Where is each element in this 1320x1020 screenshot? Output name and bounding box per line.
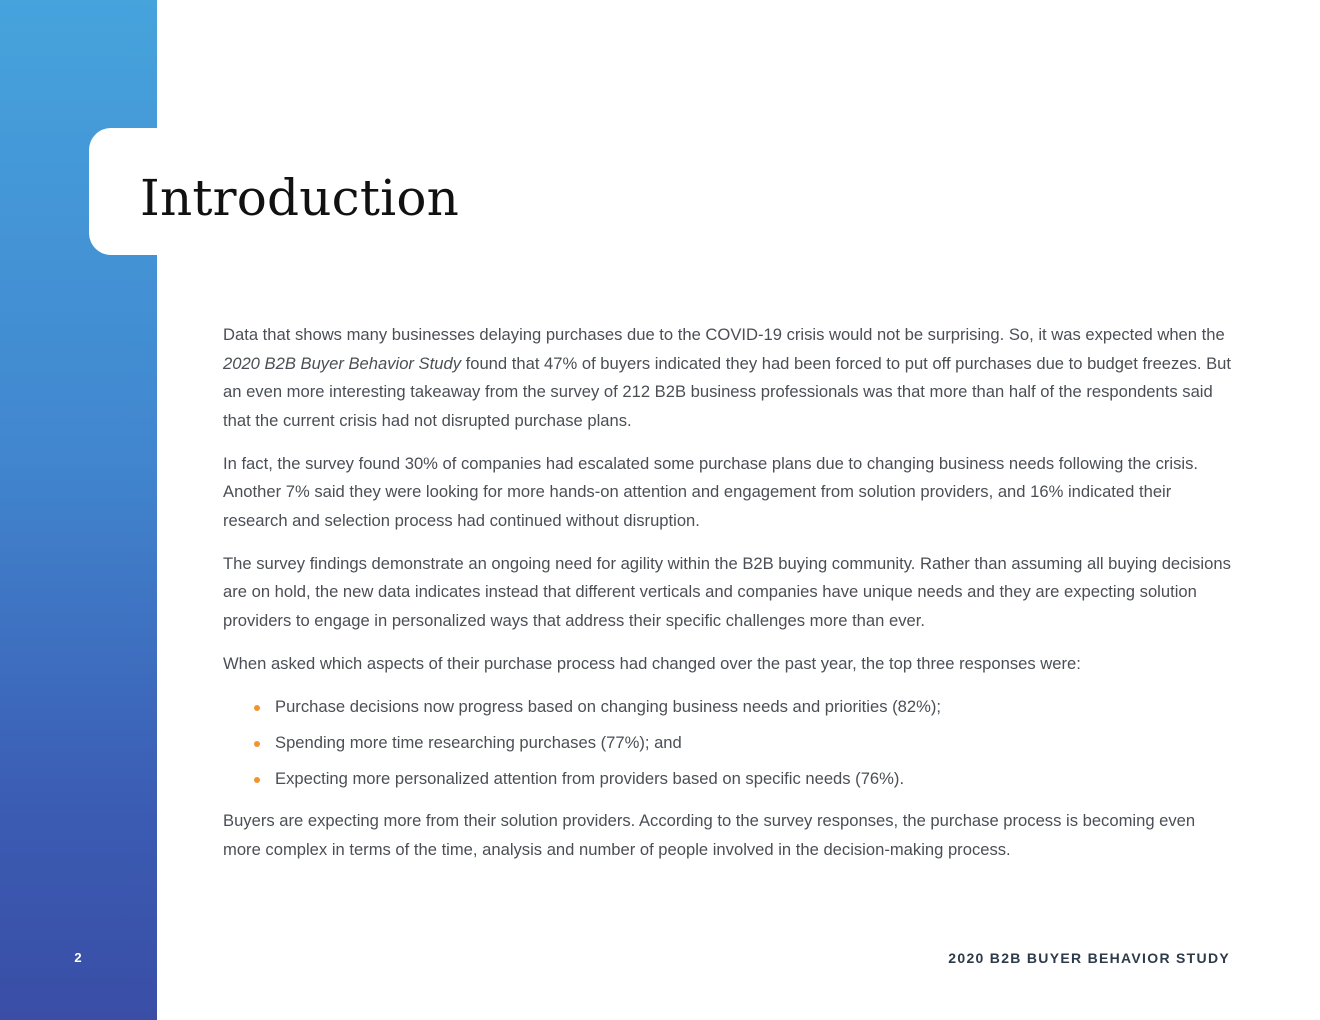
page-title: Introduction (140, 169, 460, 227)
footer-title: 2020 B2B BUYER BEHAVIOR STUDY (948, 950, 1230, 966)
list-item (223, 765, 1235, 793)
study-title: 2020 B2B Buyer Behavior Study (223, 353, 461, 373)
list-item (223, 693, 1235, 721)
paragraph-4: When asked which aspects of their purchase process had changed over the past year, the top three responses were: (223, 653, 1081, 673)
paragraph-5: Buyers are expecting more from their solution providers. According to the survey responses, the purchase process is becoming even more complex in terms of the time, analysis and number of people involved in the decision-making process. (223, 811, 1196, 859)
list-item-text: Purchase decisions now progress based on changing business needs and priorities (82%); (275, 696, 941, 716)
list-item-text: Spending more time researching purchases (77%); and (275, 732, 682, 752)
paragraph-1 (223, 321, 1235, 435)
paragraph-1-start: Data that shows many businesses delaying purchases due to the COVID-19 crisis would not be surprising. So, it was expected when the (223, 325, 1225, 344)
paragraph-1-end: found that 47% of buyers indicated they had been forced to put off purchases due to budget freezes. But an even more interesting takeaway from the survey of 212 B2B business professionals was that more than half of the respondents said that the current crisis had not disrupted purchase plans. (223, 353, 1231, 430)
paragraph-2: In fact, the survey found 30% of companies had escalated some purchase plans due to changing business needs following the crisis. Another 7% said they were looking for more hands-on attention and engagement from solution providers, and 16% indicated their research and selection process had continued without disruption. (223, 453, 1199, 530)
paragraph-3: The survey findings demonstrate an ongoing need for agility within the B2B buying community. Rather than assuming all buying decisions are on hold, the new data indicates instead that different verticals and companies have unique needs and they are expecting solution providers to engage in personalized ways that address their specific challenges more than ever. (223, 553, 1231, 630)
body-content (223, 321, 1235, 879)
bullet-dot-icon (254, 705, 260, 711)
bullet-dot-icon (254, 741, 260, 747)
list-item-text: Expecting more personalized attention from providers based on specific needs (76%). (275, 768, 905, 788)
list-item (223, 729, 1235, 757)
bullet-dot-icon (254, 777, 260, 783)
responses-list (223, 693, 1235, 793)
page-number: 2 (74, 950, 82, 965)
